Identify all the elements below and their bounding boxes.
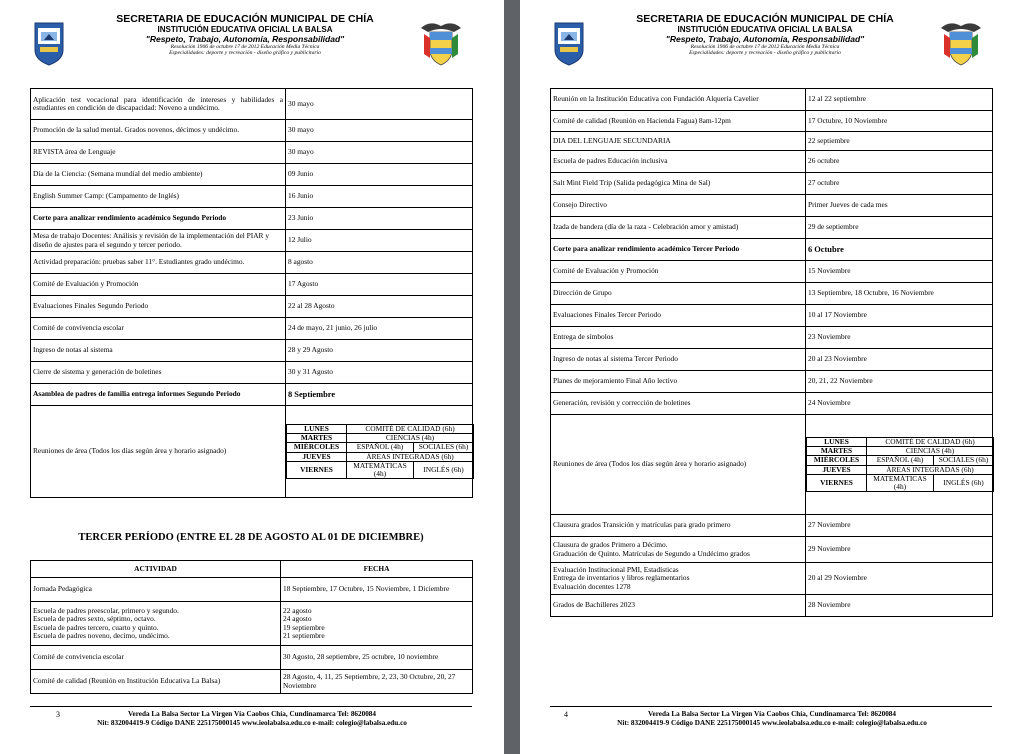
table-row [31, 362, 473, 384]
activity-cell: Comité de convivencia escolar [31, 318, 286, 340]
header-institution: INSTITUCIÓN EDUCATIVA OFICIAL LA BALSA [157, 24, 333, 34]
table-row [31, 164, 473, 186]
third-period-table [30, 560, 473, 694]
date-cell: 20 al 23 Noviembre [806, 349, 993, 371]
day-miercoles: MIÉRCOLES [807, 456, 867, 465]
meeting-value: ÁREAS INTEGRADAS (6h) [867, 465, 994, 474]
date-cell: 22 al 28 Agosto [286, 296, 473, 318]
date-line: 24 agosto [283, 614, 312, 624]
date-cell: 12 Julio [286, 230, 473, 252]
date-cell: 12 al 22 septiembre [806, 89, 993, 111]
date-cell: 16 Junio [286, 186, 473, 208]
meeting-value: COMITÉ DE CALIDAD (6h) [347, 424, 474, 433]
third-period-continued-table [550, 88, 993, 617]
date-cell: 13 Septiembre, 18 Octubre, 16 Noviembre [806, 283, 993, 305]
table-row [551, 515, 993, 537]
activity-cell [551, 537, 806, 563]
activity-cell: Izada de bandera (día de la raza - Celebración amor y amistad) [551, 217, 806, 239]
date-cell: 30 mayo [286, 120, 473, 142]
date-cell: 28 Agosto, 4, 11, 25 Septiembre, 2, 23, 30 Octubre, 20, 27 Noviembre [281, 670, 473, 694]
meeting-value: ÁREAS INTEGRADAS (6h) [347, 452, 474, 461]
activity-cell: Comité de calidad (Reunión en Institución Educativa La Balsa) [31, 670, 281, 694]
table-row [31, 274, 473, 296]
school-logo-icon [32, 20, 66, 66]
day-martes: MARTES [287, 433, 347, 442]
table-row [31, 120, 473, 142]
document-page-4 [520, 0, 1024, 754]
table-header-row [31, 561, 473, 578]
table-row [551, 151, 993, 173]
date-cell: 24 Noviembre [806, 393, 993, 415]
date-cell: 17 Agosto [286, 274, 473, 296]
table-row [551, 195, 993, 217]
page-number: 3 [56, 710, 60, 719]
header-secretaria: SECRETARIA DE EDUCACIÓN MUNICIPAL DE CHÍA [636, 13, 894, 25]
date-cell: 17 Octubre, 10 Noviembre [806, 111, 993, 132]
activity-cell: Jornada Pedagógica [31, 578, 281, 602]
activity-line: Escuela de padres noveno, decimo, undécimo. [33, 630, 170, 640]
header-resolution: Resolución 1906 de octubre 17 de 2012 Educación Media Técnica [690, 44, 840, 51]
activity-cell: Aplicación test vocacional para identificación de intereses y habilidades a estudiantes en condición de discapacidad: Noveno a undécimo. [31, 89, 286, 120]
activity-cell: Cierre de sistema y generación de boletines [31, 362, 286, 384]
date-cell: Primer Jueves de cada mes [806, 195, 993, 217]
table-row [31, 230, 473, 252]
table-row [551, 173, 993, 195]
activity-cell: Reuniones de área (Todos los días según área y horario asignado) [551, 415, 806, 515]
activity-cell: Promoción de la salud mental. Grados novenos, décimos y undécimo. [31, 120, 286, 142]
header-specialties: Especialidades: deporte y recreación - diseño gráfico y publicitario [689, 50, 841, 57]
activity-line: Escuela de padres tercero, cuarto y quinto. [33, 622, 159, 632]
table-row [551, 305, 993, 327]
meeting-value: COMITÉ DE CALIDAD (6h) [867, 437, 994, 446]
table-row [551, 111, 993, 132]
page-header [520, 14, 1024, 84]
day-jueves: JUEVES [807, 465, 867, 474]
activity-line: Entrega de inventarios y libros reglamentarios [553, 573, 690, 583]
table-row [31, 252, 473, 274]
day-martes: MARTES [807, 446, 867, 455]
footer-divider [550, 706, 992, 707]
meeting-value: SOCIALES (6h) [934, 456, 994, 465]
header-motto: "Respeto, Trabajo, Autonomía, Responsabilidad" [665, 33, 865, 44]
meetings-schedule-cell [286, 406, 473, 498]
header-secretaria: SECRETARIA DE EDUCACIÓN MUNICIPAL DE CHÍA [116, 13, 374, 25]
table-row [31, 646, 473, 670]
table-row [31, 318, 473, 340]
meeting-value: SOCIALES (6h) [414, 443, 474, 452]
school-logo-icon [552, 20, 586, 66]
day-viernes: VIERNES [807, 474, 867, 492]
activity-cell: Evaluaciones Finales Segundo Periodo [31, 296, 286, 318]
table-row [551, 327, 993, 349]
date-line: 22 agosto [283, 605, 312, 615]
table-row [551, 89, 993, 111]
table-row [551, 349, 993, 371]
date-cell: 30 y 31 Agosto [286, 362, 473, 384]
date-cell: 20, 21, 22 Noviembre [806, 371, 993, 393]
header-resolution: Resolución 1906 de octubre 17 de 2012 Educación Media Técnica [170, 44, 320, 51]
table-row [551, 283, 993, 305]
column-header-activity: ACTIVIDAD [31, 561, 281, 578]
meeting-value: INGLÉS (6h) [414, 461, 474, 479]
date-cell: 22 septiembre [806, 132, 993, 151]
table-row [31, 186, 473, 208]
activity-line: Escuela de padres sexto, séptimo, octavo. [33, 614, 156, 624]
activity-cell: Reuniones de área (Todos los días según área y horario asignado) [31, 406, 286, 498]
activity-cell: Día de la Ciencia: (Semana mundial del medio ambiente) [31, 164, 286, 186]
date-cell: 27 octubre [806, 173, 993, 195]
activity-cell: Planes de mejoramiento Final Año lectivo [551, 371, 806, 393]
footer-address: Vereda La Balsa Sector La Virgen Vía Caobos Chía, Cundinamarca Tel: 8620084 [648, 710, 896, 718]
table-row [31, 142, 473, 164]
table-row [551, 393, 993, 415]
activity-cell: DIA DEL LENGUAJE SECUNDARIA [551, 132, 806, 151]
date-cell [281, 602, 473, 646]
table-row [31, 208, 473, 230]
table-row [551, 132, 993, 151]
table-row [551, 371, 993, 393]
date-cell: 28 y 29 Agosto [286, 340, 473, 362]
meetings-schedule [286, 424, 474, 480]
date-cell: 30 Agosto, 28 septiembre, 25 octubre, 10 noviembre [281, 646, 473, 670]
activity-cell: Salt Mint Field Trip (Salida pedagógica Mina de Sal) [551, 173, 806, 195]
second-period-table [30, 88, 473, 498]
meeting-value: CIENCIAS (4h) [867, 446, 994, 455]
activity-cell: Comité de Evaluación y Promoción [31, 274, 286, 296]
colombia-coat-of-arms-icon [418, 18, 464, 68]
date-cell: 29 de septiembre [806, 217, 993, 239]
footer-divider [30, 706, 472, 707]
date-line: 21 septiembre [283, 630, 325, 640]
meetings-schedule [806, 437, 994, 493]
colombia-coat-of-arms-icon [938, 18, 984, 68]
table-row [551, 239, 993, 261]
activity-cell: Reunión en la Institución Educativa con Fundación Alquería Cavelier [551, 89, 806, 111]
table-row [551, 537, 993, 563]
date-line: 19 septiembre [283, 622, 325, 632]
activity-cell: Entrega de símbolos [551, 327, 806, 349]
activity-cell: Evaluaciones Finales Tercer Periodo [551, 305, 806, 327]
page-number: 4 [564, 710, 568, 719]
date-cell: 24 de mayo, 21 junio, 26 julio [286, 318, 473, 340]
table-row [551, 563, 993, 595]
date-cell: 23 Noviembre [806, 327, 993, 349]
date-cell: 30 mayo [286, 142, 473, 164]
activity-cell: Generación, revisión y corrección de boletines [551, 393, 806, 415]
table-row [551, 217, 993, 239]
activity-line: Evaluación Institucional PMI, Estadísticas [553, 565, 679, 575]
header-institution: INSTITUCIÓN EDUCATIVA OFICIAL LA BALSA [677, 24, 853, 34]
meeting-value: ESPAÑOL (4h) [867, 456, 934, 465]
table-row [31, 296, 473, 318]
date-cell: 15 Noviembre [806, 261, 993, 283]
date-cell: 10 al 17 Noviembre [806, 305, 993, 327]
activity-cell: Escuela de padres Educación inclusiva [551, 151, 806, 173]
date-cell: 27 Noviembre [806, 515, 993, 537]
meeting-value: MATEMÁTICAS (4h) [347, 461, 414, 479]
activity-cell: Corte para analizar rendimiento académico Tercer Periodo [551, 239, 806, 261]
activity-line: Evaluación docentes 1278 [553, 581, 631, 591]
meeting-value: ESPAÑOL (4h) [347, 443, 414, 452]
activity-cell: English Summer Camp: (Campamento de Inglés) [31, 186, 286, 208]
activity-cell: Clausura grados Transición y matrículas para grado primero [551, 515, 806, 537]
date-cell: 30 mayo [286, 89, 473, 120]
activity-cell: Corte para analizar rendimiento académico Segundo Periodo [31, 208, 286, 230]
date-cell: 18 Septiembre, 17 Octubre, 15 Noviembre, 1 Diciembre [281, 578, 473, 602]
meetings-row [551, 415, 993, 515]
footer-contact: Nit: 832004419-9 Código DANE 225175000145 www.ieolabalsa.edu.co e-mail: colegio@labalsa.edu.co [617, 719, 927, 727]
activity-cell [31, 602, 281, 646]
table-row [31, 89, 473, 120]
table-row [551, 261, 993, 283]
meeting-value: MATEMÁTICAS (4h) [867, 474, 934, 492]
date-cell: 09 Junio [286, 164, 473, 186]
date-cell: 8 Septiembre [286, 384, 473, 406]
table-row [31, 384, 473, 406]
day-viernes: VIERNES [287, 461, 347, 479]
day-lunes: LUNES [807, 437, 867, 446]
table-row [31, 340, 473, 362]
column-header-date: FECHA [281, 561, 473, 578]
date-cell: 8 agosto [286, 252, 473, 274]
activity-cell: Grados de Bachilleres 2023 [551, 595, 806, 617]
activity-cell: Mesa de trabajo Docentes: Análisis y revisión de la implementación del PIAR y diseño de ajustes para el segundo y tercer periodo. [31, 230, 286, 252]
day-miercoles: MIÉRCOLES [287, 443, 347, 452]
activity-cell: Ingreso de notas al sistema Tercer Periodo [551, 349, 806, 371]
table-row [551, 595, 993, 617]
header-specialties: Especialidades: deporte y recreación - diseño gráfico y publicitario [169, 50, 321, 57]
page-header [0, 14, 504, 84]
footer-contact: Nit: 832004419-9 Código DANE 225175000145 www.ieolabalsa.edu.co e-mail: colegio@labalsa.edu.co [97, 719, 407, 727]
table-row [31, 602, 473, 646]
date-cell: 6 Octubre [806, 239, 993, 261]
activity-cell: Actividad preparación: pruebas saber 11°. Estudiantes grado undécimo. [31, 252, 286, 274]
meeting-value: CIENCIAS (4h) [347, 433, 474, 442]
activity-cell: Asamblea de padres de familia entrega informes Segundo Periodo [31, 384, 286, 406]
date-cell: 29 Noviembre [806, 537, 993, 563]
date-cell: 28 Noviembre [806, 595, 993, 617]
date-cell: 20 al 29 Noviembre [806, 563, 993, 595]
activity-cell [551, 563, 806, 595]
footer-address: Vereda La Balsa Sector La Virgen Vía Caobos Chía, Cundinamarca Tel: 8620084 [128, 710, 376, 718]
meetings-row [31, 406, 473, 498]
date-cell: 26 octubre [806, 151, 993, 173]
document-page-3 [0, 0, 504, 754]
activity-line: Escuela de padres preescolar, primero y segundo. [33, 605, 179, 615]
table-row [31, 578, 473, 602]
activity-cell: Comité de Evaluación y Promoción [551, 261, 806, 283]
day-jueves: JUEVES [287, 452, 347, 461]
activity-cell: Comité de convivencia escolar [31, 646, 281, 670]
meeting-value: INGLÉS (6h) [934, 474, 994, 492]
activity-cell: REVISTA área de Lenguaje [31, 142, 286, 164]
activity-cell: Ingreso de notas al sistema [31, 340, 286, 362]
table-row [31, 670, 473, 694]
activity-cell: Comité de calidad (Reunión en Hacienda Fagua) 8am-12pm [551, 111, 806, 132]
day-lunes: LUNES [287, 424, 347, 433]
meetings-schedule-cell [806, 415, 993, 515]
date-cell: 23 Junio [286, 208, 473, 230]
activity-cell: Consejo Directivo [551, 195, 806, 217]
header-motto: "Respeto, Trabajo, Autonomía, Responsabilidad" [145, 33, 345, 44]
activity-line: Graduación de Quinto. Matrículas de Segundo a Undécimo grados [553, 548, 750, 558]
activity-line: Clausura de grados Primero a Décimo. [553, 540, 668, 550]
activity-cell: Dirección de Grupo [551, 283, 806, 305]
section-title: TERCER PERÍODO (ENTRE EL 28 DE AGOSTO AL 01 DE DICIEMBRE) [78, 532, 424, 543]
